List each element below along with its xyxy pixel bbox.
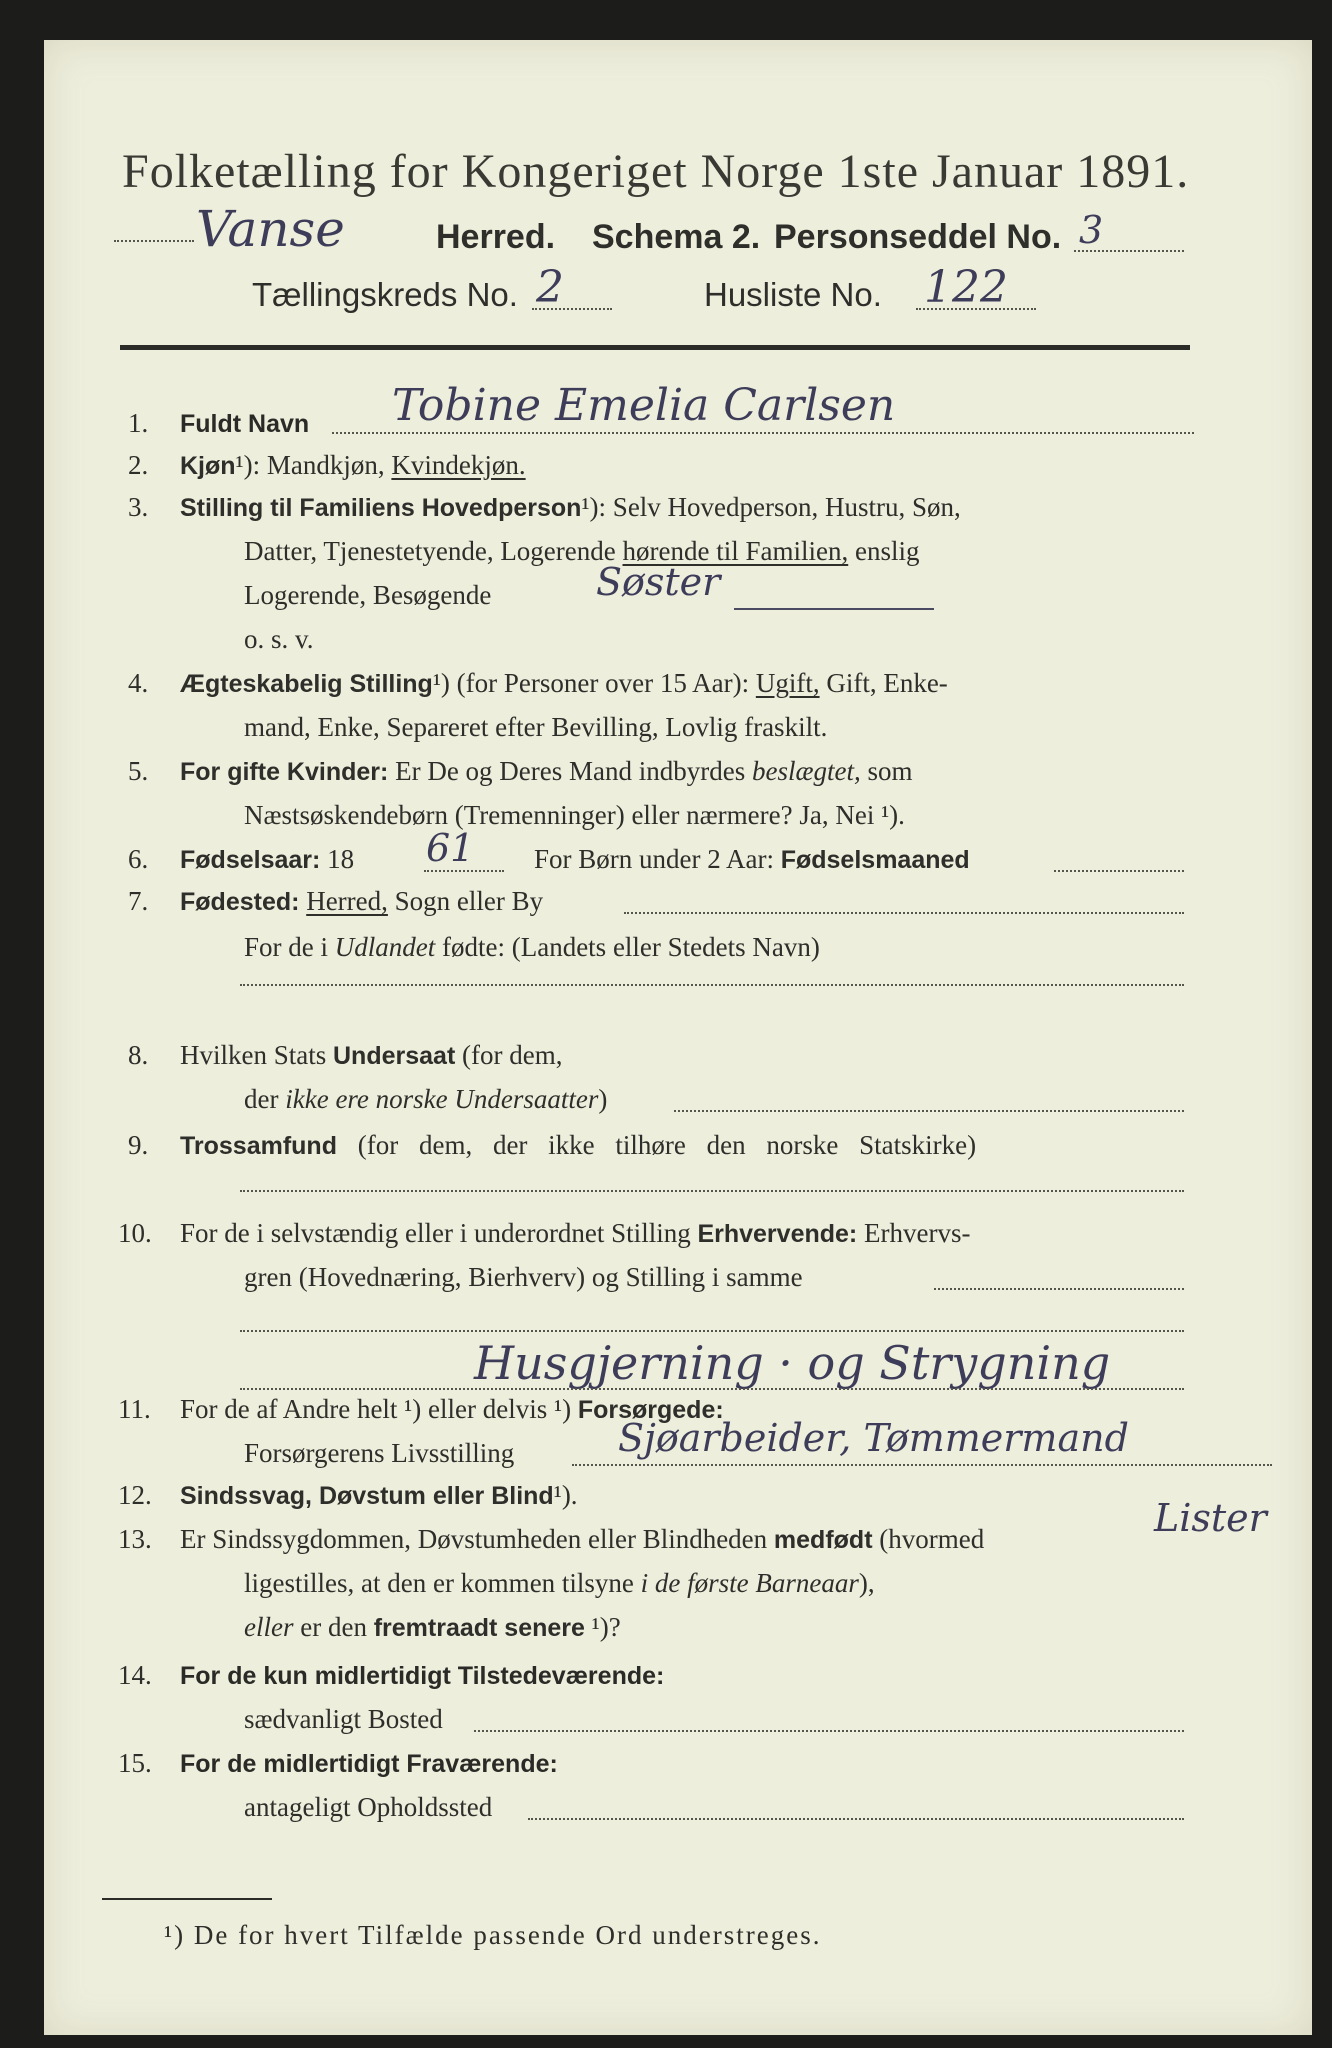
q7-label: Fødested:: [180, 888, 300, 916]
q7-option-herred: Herred,: [306, 886, 388, 916]
personseddel-value: 3: [1079, 208, 1104, 252]
q7-text2a: For de i: [244, 932, 328, 962]
q3-line1: [180, 492, 961, 523]
q13-text3d: ¹)?: [591, 1612, 621, 1642]
q13-text3a: eller: [244, 1612, 294, 1642]
census-form-sheet: [44, 40, 1312, 2035]
q13-line3: [244, 1612, 621, 1643]
q13-text2: (hvormed: [879, 1524, 985, 1554]
q9-dotted-line: [240, 1190, 1184, 1192]
q7-text2c: fødte: (Landets eller Stedets Navn): [442, 932, 820, 962]
q6-month-dotted-line: [1054, 870, 1184, 872]
kreds-label: Tællingskreds No.: [252, 276, 518, 313]
q4-sup: ¹): [432, 668, 450, 698]
q13-text3b: er den: [300, 1612, 367, 1642]
q13-text2a: ligestilles, at den er kommen tilsyne: [244, 1568, 634, 1598]
q10-text-line2: gren (Hovednæring, Bierhverv) og Stilling i samme: [244, 1262, 803, 1292]
personseddel-label: Personseddel No.: [774, 218, 1062, 256]
q13-line1: [180, 1524, 984, 1555]
q7-abroad-dotted-line: [240, 984, 1184, 986]
form-title: Folketælling for Kongeriget Norge 1ste Januar 1891.: [122, 145, 1190, 198]
q8-dotted-line: [674, 1110, 1184, 1112]
q13-margin-note: Lister: [1154, 1496, 1267, 1540]
q15-text-line2: antageligt Opholdssted: [244, 1792, 493, 1822]
q2-option-mandkjon: Mandkjøn,: [266, 450, 385, 480]
q2-sup: ¹):: [235, 450, 261, 480]
q5-line1: [180, 756, 913, 787]
husliste-label: Husliste No.: [704, 276, 882, 313]
q4-text1c: Gift, Enke-: [826, 668, 948, 698]
q6-answer: 61: [426, 826, 475, 870]
q13-text2c: ),: [858, 1568, 875, 1598]
q5-text1b: beslægtet,: [752, 756, 861, 786]
q3-answer-stroke: [734, 608, 934, 610]
q3-text2c: enslig: [854, 536, 920, 566]
q6-label2: Fødselsmaaned: [780, 846, 970, 874]
q8-text2b: ikke ere norske Undersaatter: [285, 1084, 599, 1114]
footnote: ¹) De for hvert Tilfælde passende Ord understreges.: [164, 1920, 822, 1950]
q6-line2: [534, 844, 970, 875]
q14-text-line2: sædvanligt Bosted: [244, 1704, 443, 1734]
q11-answer: Sjøarbeider, Tømmermand: [618, 1416, 1129, 1460]
q8-label: Undersaat: [333, 1042, 456, 1070]
q13-line2: [244, 1568, 875, 1599]
q3-text2b: hørende til Familien,: [622, 536, 849, 566]
q8-number: 8.: [128, 1040, 149, 1070]
husliste-value: 122: [924, 262, 1008, 313]
q1-dotted-line: [332, 432, 1194, 434]
q13-text3c: fremtraadt senere: [373, 1614, 585, 1642]
q14-number: 14.: [118, 1660, 152, 1690]
schema-label: Schema 2.: [592, 218, 761, 256]
husliste-dotted-line: [916, 308, 1036, 310]
q6-text: For Børn under 2 Aar:: [534, 844, 774, 874]
q13-label: medfødt: [773, 1526, 873, 1554]
q3-text3: Logerende, Besøgende: [244, 580, 492, 610]
q3-text4: o. s. v.: [244, 624, 314, 654]
q3-number: 3.: [128, 492, 149, 522]
q2-option-kvindekjon: Kvindekjøn.: [391, 450, 526, 480]
q10-dotted-line3: [240, 1388, 1184, 1390]
q4-line1: [180, 668, 948, 699]
q8-line2: [244, 1084, 607, 1115]
q10-dotted-line1: [934, 1288, 1184, 1290]
q4-option-ugift: Ugift,: [755, 668, 820, 698]
q4-label: Ægteskabelig Stilling: [180, 670, 433, 698]
q6-number: 6.: [128, 844, 149, 874]
q1-number: 1.: [128, 408, 149, 438]
q8-text2c: ): [598, 1084, 608, 1114]
q2-label: Kjøn: [180, 452, 236, 480]
q10-text: For de i selvstændig eller i underordnet Stilling: [180, 1218, 691, 1248]
q5-label: For gifte Kvinder:: [180, 758, 389, 786]
q3-sup: ¹):: [581, 492, 607, 522]
q15-dotted-line: [528, 1818, 1184, 1820]
q11-text: For de af Andre helt ¹) eller delvis ¹): [180, 1394, 572, 1424]
q12-number: 12.: [118, 1480, 152, 1510]
q8-line1: [180, 1040, 562, 1071]
herred-value: Vanse: [196, 200, 345, 258]
footnote-rule: [102, 1898, 272, 1900]
q9-number: 9.: [128, 1130, 149, 1160]
q7-dotted-line: [624, 912, 1184, 914]
q7-number: 7.: [128, 886, 149, 916]
q12-line: [180, 1480, 578, 1511]
q10-dotted-line2: [240, 1330, 1184, 1332]
q10-number: 10.: [118, 1218, 152, 1248]
herred-label: Herred.: [436, 218, 556, 256]
q5-text1a: Er De og Deres Mand indbyrdes: [395, 756, 746, 786]
q8-text2: (for dem,: [462, 1040, 563, 1070]
q11-text-line2: Forsørgerens Livsstilling: [244, 1438, 515, 1468]
q10-label: Erhvervende:: [697, 1220, 858, 1248]
q9-label: Trossamfund: [180, 1132, 337, 1160]
q3-answer: Søster: [596, 560, 721, 604]
q2-number: 2.: [128, 450, 149, 480]
q13-text2b: i de første Barneaar: [640, 1568, 859, 1598]
q6-line: [180, 844, 354, 875]
q8-text2a: der: [244, 1084, 279, 1114]
q12-sup: ¹).: [553, 1480, 578, 1510]
q9-line: [180, 1130, 976, 1161]
q3-text1: Selv Hovedperson, Hustru, Søn,: [612, 492, 961, 522]
q12-label: Sindssvag, Døvstum eller Blind: [180, 1482, 554, 1510]
q3-line2: [244, 536, 919, 567]
q7-text-b: Sogn eller By: [394, 886, 544, 916]
q9-text: (for dem, der ikke tilhøre den norske Statskirke): [357, 1130, 977, 1160]
kreds-dotted-line: [532, 308, 612, 310]
q14-label: For de kun midlertidigt Tilstedeværende:: [180, 1662, 665, 1690]
q7-line1: [180, 886, 543, 917]
herred-dotted-line: [114, 240, 194, 242]
q14-dotted-line: [474, 1730, 1184, 1732]
q3-label: Stilling til Familiens Hovedperson: [180, 494, 582, 522]
q5-number: 5.: [128, 756, 149, 786]
q11-dotted-line: [572, 1464, 1272, 1466]
q6-prefix: 18: [327, 844, 355, 874]
q15-number: 15.: [118, 1748, 152, 1778]
q4-text1a: (for Personer over 15 Aar):: [456, 668, 750, 698]
q4-number: 4.: [128, 668, 149, 698]
q5-text2: Næstsøskendebørn (Tremenninger) eller nærmere? Ja, Nei ¹).: [244, 800, 905, 830]
q7-text2b: Udlandet: [334, 932, 436, 962]
q13-text: Er Sindssygdommen, Døvstumheden eller Blindheden: [180, 1524, 768, 1554]
q7-line2: [244, 932, 820, 963]
q6-year-dotted-line: [424, 870, 504, 872]
q8-text: Hvilken Stats: [180, 1040, 327, 1070]
kreds-value: 2: [536, 262, 564, 313]
personseddel-dotted-line: [1074, 250, 1184, 252]
q11-label: Forsørgede:: [577, 1396, 724, 1424]
q5-text1c: som: [867, 756, 913, 786]
header-rule: [120, 345, 1190, 350]
q10-answer: Husgjerning · og Strygning: [474, 1336, 1111, 1390]
q13-number: 13.: [118, 1524, 152, 1554]
q1-answer: Tobine Emelia Carlsen: [392, 380, 896, 431]
q6-label: Fødselsaar:: [180, 846, 321, 874]
q3-text2a: Datter, Tjenestetyende, Logerende: [244, 536, 616, 566]
q11-number: 11.: [118, 1394, 151, 1424]
q1-label: Fuldt Navn: [180, 410, 310, 438]
q10-text2: Erhvervs-: [864, 1218, 971, 1248]
q2-line: [180, 450, 526, 481]
q10-line1: [180, 1218, 970, 1249]
q4-text2: mand, Enke, Separeret efter Bevilling, Lovlig fraskilt.: [244, 712, 828, 742]
q15-label: For de midlertidigt Fraværende:: [180, 1750, 558, 1778]
